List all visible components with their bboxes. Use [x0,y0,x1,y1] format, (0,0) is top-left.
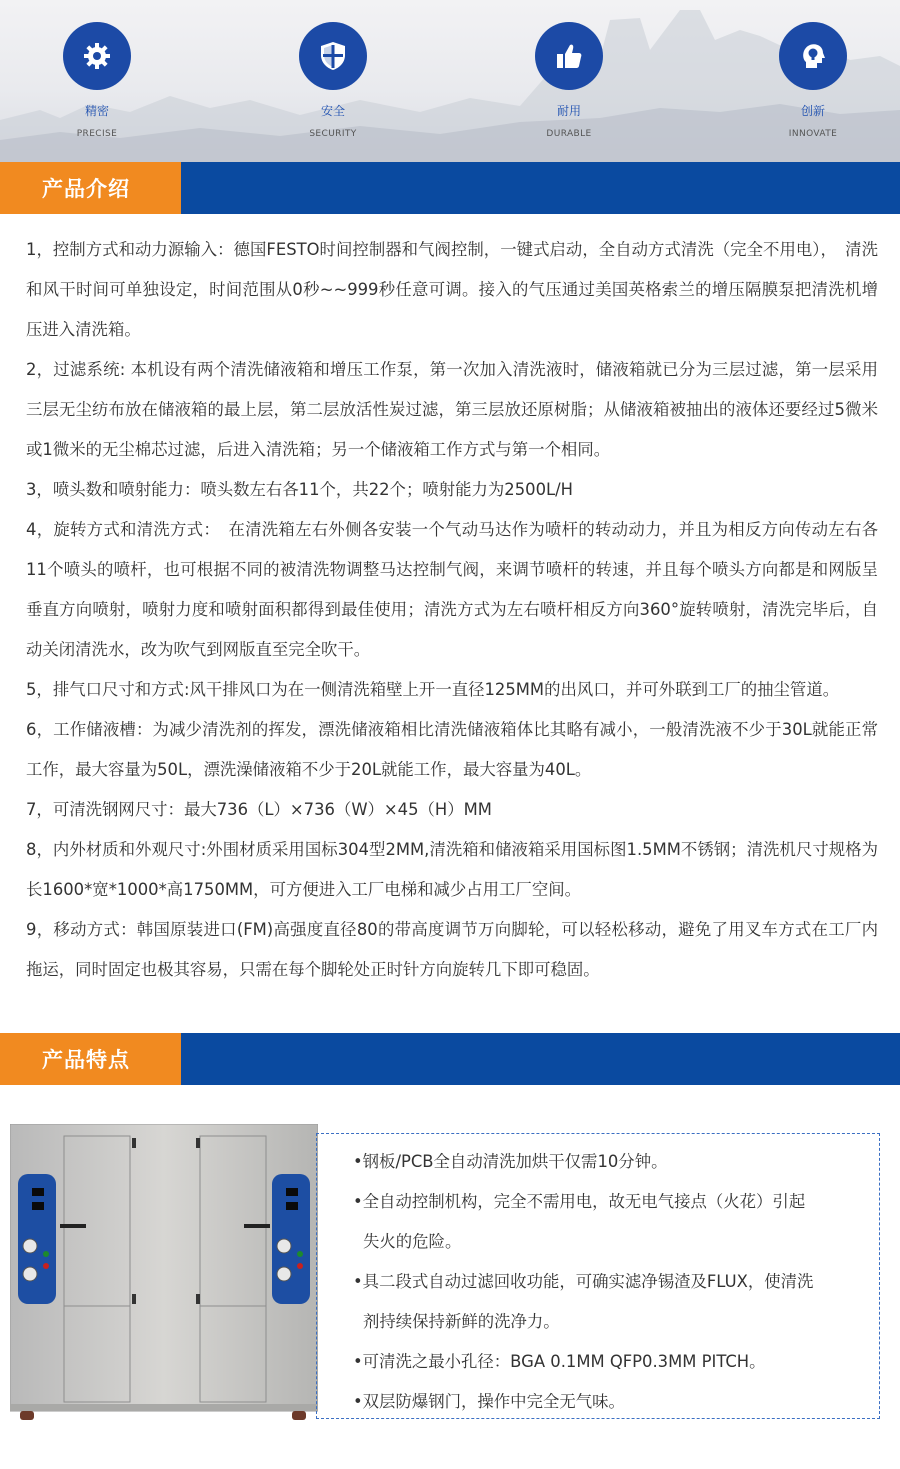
feature-bullet: •可清洗之最小孔径：BGA 0.1MM QFP0.3MM PITCH。 [353,1352,766,1371]
feature-label-cn: 精密 [84,104,109,118]
intro-paragraph: 4，旋转方式和清洗方式： 在清洗箱左右外侧各安装一个气动马达作为喷杆的转动动力，并且为相反方向传动左右各11个喷头的喷杆，也可根据不同的被清洗物调整马达控制气阀，来调节喷杆的转速，并且每个喷头方向都是和网版呈垂直方向喷射，喷射力度和喷射面积都得到最佳使用；清洗方式为左右喷杆相反方向360°旋转喷射，清洗完毕后，自动关闭清洗水，改为吹气到网版直至完全吹干。 [26,520,878,659]
feature-label-cn: 创新 [800,104,825,118]
hero-banner [0,0,900,162]
section-title: 产品介绍 [42,177,130,201]
intro-paragraph: 6，工作储液槽：为减少清洗剂的挥发，漂洗储液箱相比清洗储液箱体比其略有减小，一般清洗液不少于30L就能正常工作，最大容量为50L，漂洗澡储液箱不少于20L就能工作，最大容量为40L。 [26,720,878,779]
feature-label-cn: 安全 [320,104,345,118]
intro-paragraph: 1，控制方式和动力源输入：德国FESTO时间控制器和气阀控制，一键式启动，全自动方式清洗（完全不用电）， 清洗和风干时间可单独设定，时间范围从0秒~~999秒任意可调。接入的气压通过美国英格索兰的增压隔膜泵把清洗机增压进入清洗箱。 [26,240,878,339]
product-image [10,1124,318,1421]
feature-bullet-continuation: 失火的危险。 [363,1232,462,1251]
intro-paragraph: 9，移动方式：韩国原装进口(FM)高强度直径80的带高度调节万向脚轮，可以轻松移动，避免了用叉车方式在工厂内拖运，同时固定也极其容易，只需在每个脚轮处正时针方向旋转几下即可稳固。 [26,920,878,979]
thumbs-up-icon [535,22,603,90]
feature-label-en: DURABLE [546,129,592,139]
feature-label-en: PRECISE [76,129,118,139]
feature-list-box [316,1133,880,1419]
intro-paragraph: 2，过滤系统: 本机设有两个清洗储液箱和增压工作泵，第一次加入清洗液时，储液箱就已分为三层过滤，第一层采用三层无尘纺布放在储液箱的最上层，第二层放活性炭过滤，第三层放还原树脂；从储液箱被抽出的液体还要经过5微米或1微米的无尘棉芯过滤，后进入清洗箱；另一个储液箱工作方式与第一个相同。 [26,360,878,459]
section-title: 产品特点 [42,1048,130,1072]
shield-icon [299,22,367,90]
feature-bullet: •具二段式自动过滤回收功能，可确实滤净锡渣及FLUX，使清洗 [353,1272,814,1291]
intro-text [0,214,900,990]
feature-bullet-continuation: 剂持续保持新鲜的洗净力。 [363,1312,560,1331]
feature-bullet: •双层防爆钢门，操作中完全无气味。 [353,1392,625,1411]
feature-precise [37,22,157,139]
feature-bullet: •钢板/PCB全自动清洗加烘干仅需10分钟。 [353,1152,668,1171]
feature-security [273,22,393,139]
intro-paragraph: 3，喷头数和喷射能力：喷头数左右各11个，共22个；喷射能力为2500L/H [26,480,573,499]
feature-innovate [753,22,873,139]
section-tab [0,1033,181,1085]
section-header-intro [0,162,900,214]
intro-paragraph: 8，内外材质和外观尺寸:外围材质采用国标304型2MM,清洗箱和储液箱采用国标图1.5MM不锈钢；清洗机尺寸规格为长1600*宽*1000*高1750MM，可方便进入工厂电梯和减少占用工厂空间。 [26,840,878,899]
intro-paragraph: 7，可清洗钢网尺寸：最大736（L）×736（W）×45（H）MM [26,800,492,819]
product-feature-section [0,1085,900,1435]
feature-label-en: SECURITY [309,129,357,139]
feature-label-cn: 耐用 [556,104,581,118]
feature-durable [509,22,629,139]
section-tab [0,162,181,214]
feature-bullet: •全自动控制机构，完全不需用电，故无电气接点（火花）引起 [353,1192,806,1211]
feature-label-en: INNOVATE [788,129,838,139]
section-header-features [0,1033,900,1085]
intro-paragraph: 5，排气口尺寸和方式:风干排风口为在一侧清洗箱壁上开一直径125MM的出风口，并可外联到工厂的抽尘管道。 [26,680,840,699]
gear-icon [63,22,131,90]
lightbulb-head-icon [779,22,847,90]
